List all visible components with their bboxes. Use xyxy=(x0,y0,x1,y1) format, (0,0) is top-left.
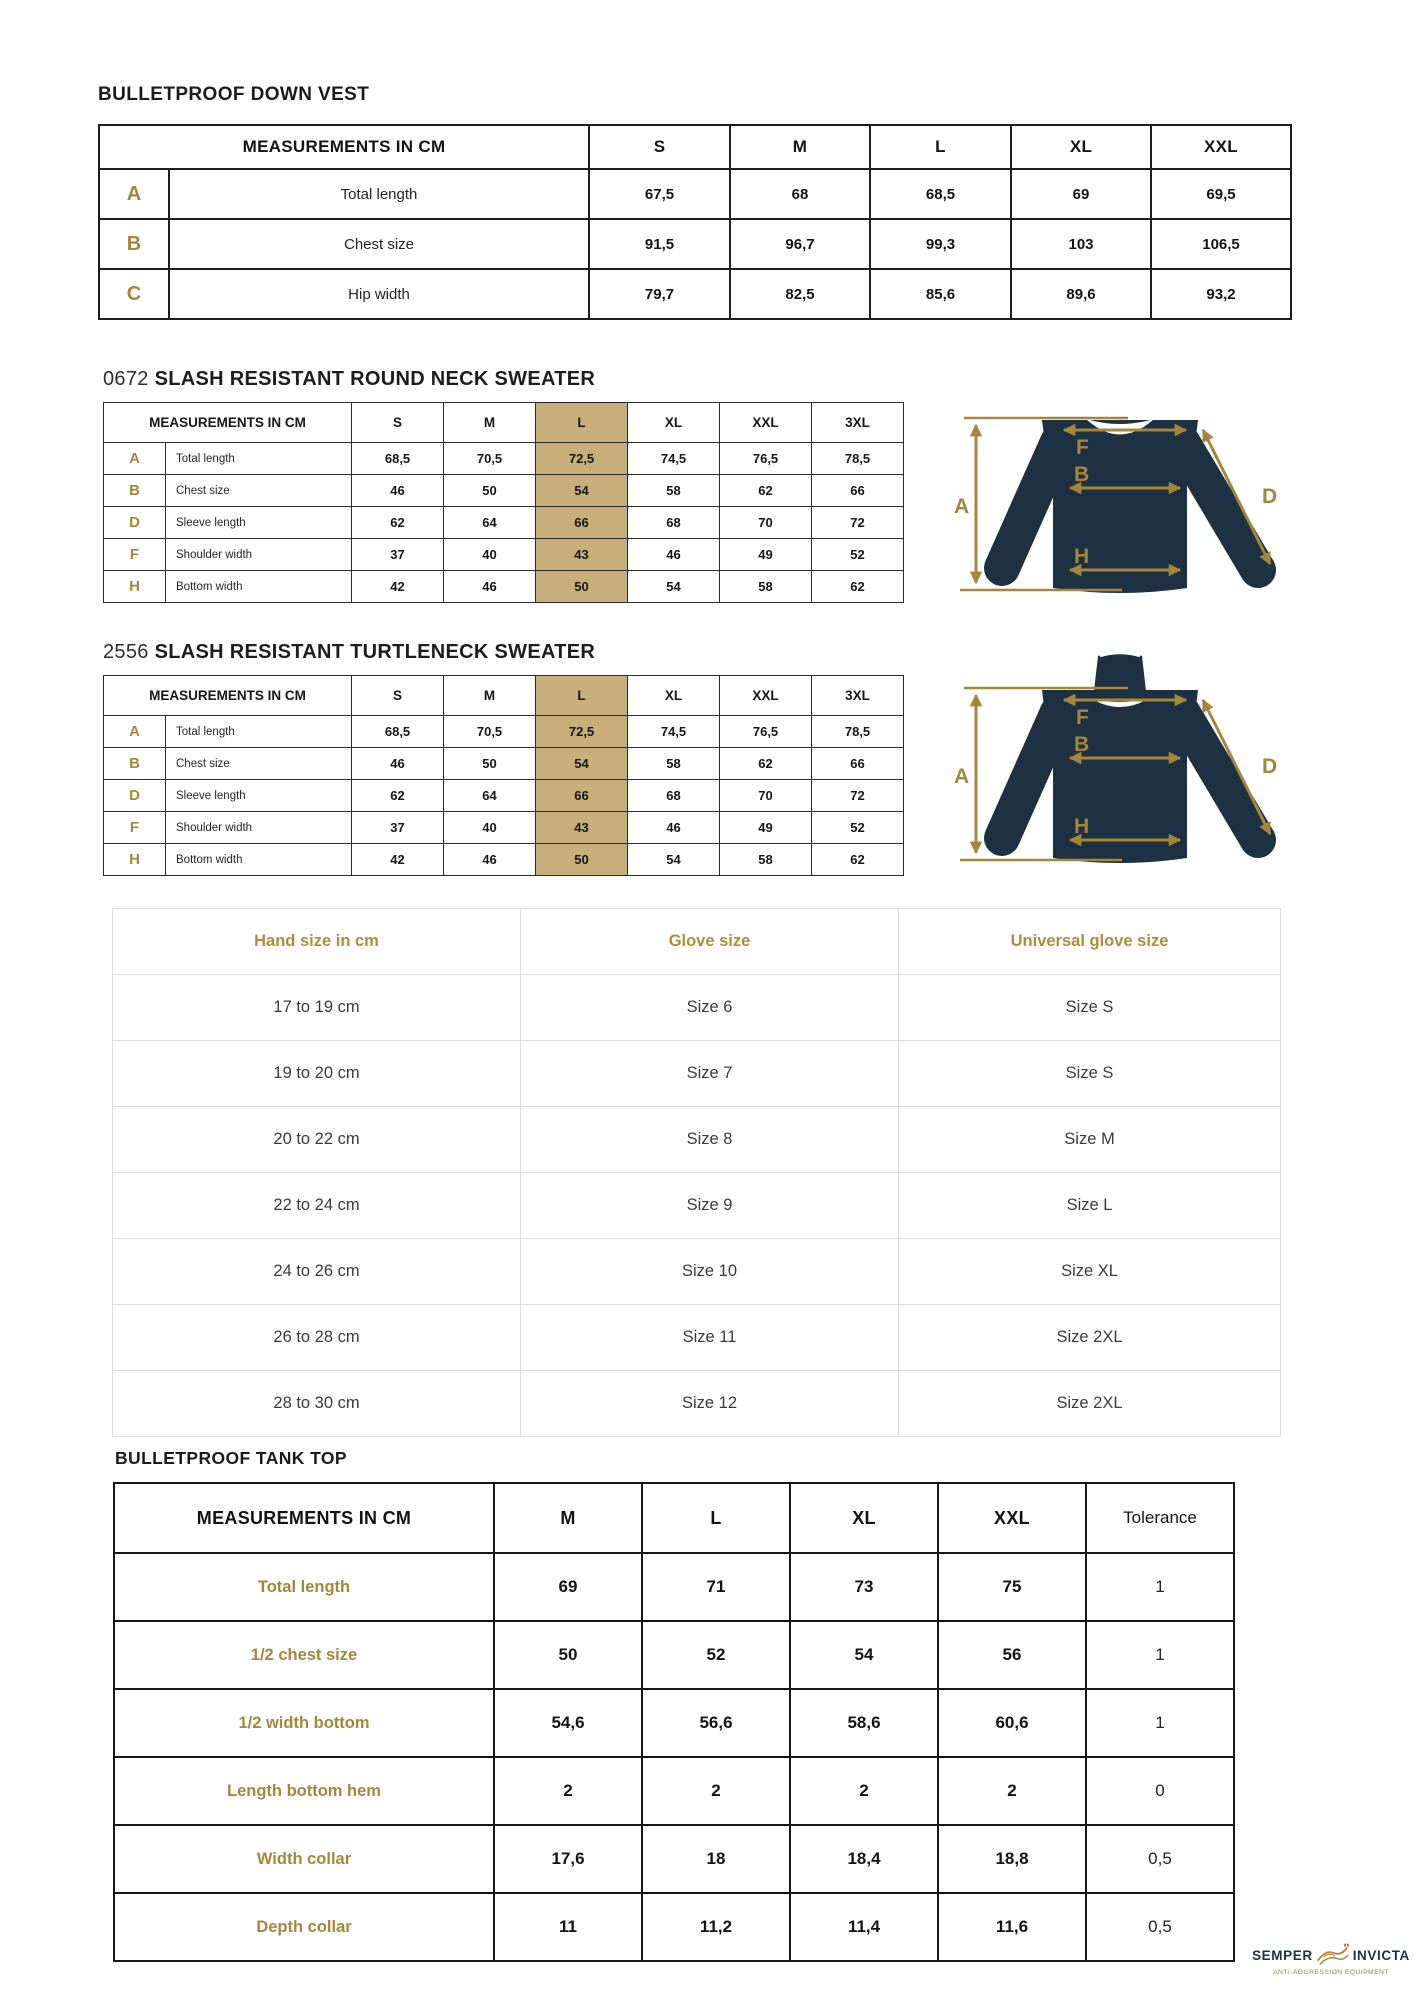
cell-value: Size 2XL xyxy=(899,1305,1281,1371)
cell-value: 68 xyxy=(628,780,720,812)
column-header: S xyxy=(352,403,444,443)
cell-value: 66 xyxy=(812,475,904,507)
cell-value: 50 xyxy=(444,475,536,507)
column-header: M xyxy=(444,676,536,716)
cell-value: 72 xyxy=(812,780,904,812)
cell-value: 46 xyxy=(352,748,444,780)
table-row xyxy=(114,1553,1234,1621)
header-row xyxy=(104,403,904,443)
column-header: XXL xyxy=(720,403,812,443)
cell-value: 58 xyxy=(720,571,812,603)
tolerance-value: 0,5 xyxy=(1086,1893,1234,1961)
sweater-silhouette xyxy=(1002,420,1258,593)
down-vest-title: BULLETPROOF DOWN VEST xyxy=(98,84,370,105)
cell-value: 58 xyxy=(720,844,812,876)
cell-value: 62 xyxy=(812,571,904,603)
cell-value: 70,5 xyxy=(444,443,536,475)
round-neck-sweater-diagram xyxy=(950,388,1310,603)
cell-value: 50 xyxy=(536,571,628,603)
cell-value: 74,5 xyxy=(628,716,720,748)
cell-value: 58,6 xyxy=(790,1689,938,1757)
cell-value: 43 xyxy=(536,812,628,844)
row-letter: B xyxy=(99,219,169,269)
cell-value: 28 to 30 cm xyxy=(113,1371,521,1437)
table-row xyxy=(99,169,1291,219)
diagram-label-d: D xyxy=(1262,485,1278,508)
row-label: Total length xyxy=(166,443,352,475)
row-label: Shoulder width xyxy=(166,812,352,844)
cell-value: 54 xyxy=(628,844,720,876)
table-row xyxy=(113,1107,1281,1173)
cell-value: 26 to 28 cm xyxy=(113,1305,521,1371)
column-header: Hand size in cm xyxy=(113,909,521,975)
column-header: Universal glove size xyxy=(899,909,1281,975)
cell-value: 78,5 xyxy=(812,716,904,748)
header-row xyxy=(114,1483,1234,1553)
diagram-label-d: D xyxy=(1262,755,1278,778)
diagram-label-b: B xyxy=(1074,733,1090,756)
cell-value: 74,5 xyxy=(628,443,720,475)
table-row xyxy=(113,1239,1281,1305)
cell-value: 70,5 xyxy=(444,716,536,748)
cell-value: 68 xyxy=(628,507,720,539)
cell-value: 73 xyxy=(790,1553,938,1621)
cell-value: 66 xyxy=(536,507,628,539)
row-label: Chest size xyxy=(166,475,352,507)
cell-value: 103 xyxy=(1011,219,1151,269)
row-letter: H xyxy=(104,844,166,876)
cell-value: 58 xyxy=(628,475,720,507)
cell-value: 46 xyxy=(628,539,720,571)
cell-value: 70 xyxy=(720,507,812,539)
table-row xyxy=(104,844,904,876)
column-header: XL xyxy=(628,676,720,716)
cell-value: 76,5 xyxy=(720,443,812,475)
cell-value: Size L xyxy=(899,1173,1281,1239)
cell-value: 40 xyxy=(444,539,536,571)
cell-value: 72,5 xyxy=(536,716,628,748)
row-label: 1/2 width bottom xyxy=(114,1689,494,1757)
cell-value: 76,5 xyxy=(720,716,812,748)
table-row xyxy=(104,507,904,539)
turtleneck-table xyxy=(103,675,904,876)
cell-value: Size 10 xyxy=(521,1239,899,1305)
column-header: S xyxy=(589,125,730,169)
cell-value: 64 xyxy=(444,507,536,539)
cell-value: 54 xyxy=(790,1621,938,1689)
cell-value: Size 8 xyxy=(521,1107,899,1173)
cell-value: Size 12 xyxy=(521,1371,899,1437)
tolerance-value: 1 xyxy=(1086,1621,1234,1689)
column-header: Glove size xyxy=(521,909,899,975)
column-header: XL xyxy=(1011,125,1151,169)
cell-value: 2 xyxy=(642,1757,790,1825)
logo-text-semper: SEMPER xyxy=(1252,1947,1313,1963)
cell-value: 19 to 20 cm xyxy=(113,1041,521,1107)
row-label: Total length xyxy=(166,716,352,748)
cell-value: 66 xyxy=(812,748,904,780)
cell-value: 68,5 xyxy=(352,443,444,475)
table-row xyxy=(104,716,904,748)
cell-value: 54 xyxy=(536,748,628,780)
cell-value: 46 xyxy=(352,475,444,507)
turtleneck-sweater-diagram xyxy=(950,640,1310,875)
table-row xyxy=(113,1173,1281,1239)
cell-value: 56,6 xyxy=(642,1689,790,1757)
diagram-label-f: F xyxy=(1076,706,1089,729)
row-label: Total length xyxy=(169,169,589,219)
column-header: M xyxy=(444,403,536,443)
row-label: Length bottom hem xyxy=(114,1757,494,1825)
column-header: L xyxy=(870,125,1011,169)
round-neck-title xyxy=(103,368,595,391)
cell-value: 106,5 xyxy=(1151,219,1291,269)
column-header: MEASUREMENTS IN CM xyxy=(114,1483,494,1553)
cell-value: 20 to 22 cm xyxy=(113,1107,521,1173)
row-label: Total length xyxy=(114,1553,494,1621)
cell-value: 54 xyxy=(628,571,720,603)
cell-value: 85,6 xyxy=(870,269,1011,319)
cell-value: 54,6 xyxy=(494,1689,642,1757)
cell-value: 52 xyxy=(812,539,904,571)
row-letter: C xyxy=(99,269,169,319)
row-letter: H xyxy=(104,571,166,603)
column-header: XXL xyxy=(938,1483,1086,1553)
row-label: 1/2 chest size xyxy=(114,1621,494,1689)
table-row xyxy=(113,1305,1281,1371)
cell-value: 11,6 xyxy=(938,1893,1086,1961)
column-header: MEASUREMENTS IN CM xyxy=(104,676,352,716)
cell-value: 2 xyxy=(790,1757,938,1825)
griffin-icon xyxy=(1316,1942,1350,1968)
table-row xyxy=(114,1893,1234,1961)
row-label: Width collar xyxy=(114,1825,494,1893)
cell-value: 71 xyxy=(642,1553,790,1621)
cell-value: Size M xyxy=(899,1107,1281,1173)
cell-value: 46 xyxy=(628,812,720,844)
logo-tagline: ANTI-AGGRESSION EQUIPMENT xyxy=(1273,1969,1389,1976)
column-header: XL xyxy=(628,403,720,443)
round-neck-table xyxy=(103,402,904,603)
cell-value: 69 xyxy=(1011,169,1151,219)
cell-value: 37 xyxy=(352,812,444,844)
cell-value: 50 xyxy=(494,1621,642,1689)
table-row xyxy=(104,748,904,780)
cell-value: 17,6 xyxy=(494,1825,642,1893)
cell-value: 52 xyxy=(642,1621,790,1689)
column-header: 3XL xyxy=(812,403,904,443)
product-code: 2556 xyxy=(103,641,149,663)
table-row xyxy=(114,1689,1234,1757)
cell-value: 17 to 19 cm xyxy=(113,975,521,1041)
row-letter: D xyxy=(104,780,166,812)
cell-value: Size S xyxy=(899,975,1281,1041)
cell-value: 93,2 xyxy=(1151,269,1291,319)
cell-value: 72 xyxy=(812,507,904,539)
header-row xyxy=(104,676,904,716)
cell-value: 62 xyxy=(720,748,812,780)
diagram-label-h: H xyxy=(1074,545,1090,568)
header-row xyxy=(99,125,1291,169)
turtleneck-collar xyxy=(1093,653,1147,701)
column-header: M xyxy=(494,1483,642,1553)
tolerance-value: 1 xyxy=(1086,1553,1234,1621)
column-header: L xyxy=(642,1483,790,1553)
table-row xyxy=(99,269,1291,319)
cell-value: 62 xyxy=(352,780,444,812)
column-header: S xyxy=(352,676,444,716)
cell-value: Size 9 xyxy=(521,1173,899,1239)
sweater-silhouette xyxy=(1002,690,1258,863)
tolerance-value: 0 xyxy=(1086,1757,1234,1825)
cell-value: Size XL xyxy=(899,1239,1281,1305)
cell-value: 46 xyxy=(444,571,536,603)
column-header: M xyxy=(730,125,870,169)
cell-value: 18,4 xyxy=(790,1825,938,1893)
row-letter: B xyxy=(104,475,166,507)
cell-value: 18 xyxy=(642,1825,790,1893)
tolerance-value: 1 xyxy=(1086,1689,1234,1757)
row-label: Bottom width xyxy=(166,844,352,876)
product-name: SLASH RESISTANT ROUND NECK SWEATER xyxy=(154,368,596,390)
row-letter: F xyxy=(104,812,166,844)
column-header: XL xyxy=(790,1483,938,1553)
cell-value: 62 xyxy=(812,844,904,876)
cell-value: Size 7 xyxy=(521,1041,899,1107)
diagram-label-a: A xyxy=(954,765,970,788)
cell-value: 91,5 xyxy=(589,219,730,269)
cell-value: 68,5 xyxy=(870,169,1011,219)
cell-value: 18,8 xyxy=(938,1825,1086,1893)
table-row xyxy=(113,1371,1281,1437)
row-label: Depth collar xyxy=(114,1893,494,1961)
row-letter: A xyxy=(104,716,166,748)
cell-value: 89,6 xyxy=(1011,269,1151,319)
diagram-label-b: B xyxy=(1074,463,1090,486)
diagram-label-f: F xyxy=(1076,436,1089,459)
cell-value: 11 xyxy=(494,1893,642,1961)
table-row xyxy=(99,219,1291,269)
cell-value: 68 xyxy=(730,169,870,219)
cell-value: 37 xyxy=(352,539,444,571)
column-header: XXL xyxy=(720,676,812,716)
product-name: SLASH RESISTANT TURTLENECK SWEATER xyxy=(154,641,596,663)
cell-value: Size 6 xyxy=(521,975,899,1041)
cell-value: 54 xyxy=(536,475,628,507)
row-label: Bottom width xyxy=(166,571,352,603)
row-letter: D xyxy=(104,507,166,539)
logo-text-invicta: INVICTA xyxy=(1352,1947,1410,1963)
table-row xyxy=(104,443,904,475)
cell-value: 75 xyxy=(938,1553,1086,1621)
table-row xyxy=(104,475,904,507)
row-label: Sleeve length xyxy=(166,780,352,812)
column-header-highlighted: L xyxy=(536,676,628,716)
cell-value: 46 xyxy=(444,844,536,876)
table-row xyxy=(114,1621,1234,1689)
cell-value: 24 to 26 cm xyxy=(113,1239,521,1305)
table-row xyxy=(113,975,1281,1041)
cell-value: 79,7 xyxy=(589,269,730,319)
table-row xyxy=(113,1041,1281,1107)
cell-value: 49 xyxy=(720,812,812,844)
cell-value: 68,5 xyxy=(352,716,444,748)
diagram-label-a: A xyxy=(954,495,970,518)
cell-value: 2 xyxy=(938,1757,1086,1825)
product-code: 0672 xyxy=(103,368,149,390)
semper-invicta-logo xyxy=(1252,1942,1410,1976)
table-row xyxy=(114,1757,1234,1825)
row-label: Shoulder width xyxy=(166,539,352,571)
cell-value: 11,2 xyxy=(642,1893,790,1961)
cell-value: 56 xyxy=(938,1621,1086,1689)
cell-value: 42 xyxy=(352,844,444,876)
cell-value: 52 xyxy=(812,812,904,844)
cell-value: 22 to 24 cm xyxy=(113,1173,521,1239)
row-letter: A xyxy=(99,169,169,219)
cell-value: Size 11 xyxy=(521,1305,899,1371)
cell-value: Size S xyxy=(899,1041,1281,1107)
cell-value: 78,5 xyxy=(812,443,904,475)
row-label: Hip width xyxy=(169,269,589,319)
cell-value: 58 xyxy=(628,748,720,780)
table-row xyxy=(104,780,904,812)
column-header: XXL xyxy=(1151,125,1291,169)
cell-value: 43 xyxy=(536,539,628,571)
cell-value: 67,5 xyxy=(589,169,730,219)
column-header-tolerance: Tolerance xyxy=(1086,1483,1234,1553)
cell-value: Size 2XL xyxy=(899,1371,1281,1437)
tolerance-value: 0,5 xyxy=(1086,1825,1234,1893)
cell-value: 62 xyxy=(720,475,812,507)
down-vest-table xyxy=(98,124,1292,320)
table-row xyxy=(104,571,904,603)
row-label: Sleeve length xyxy=(166,507,352,539)
cell-value: 11,4 xyxy=(790,1893,938,1961)
row-label: Chest size xyxy=(169,219,589,269)
cell-value: 99,3 xyxy=(870,219,1011,269)
cell-value: 2 xyxy=(494,1757,642,1825)
cell-value: 50 xyxy=(536,844,628,876)
row-letter: A xyxy=(104,443,166,475)
row-label: Chest size xyxy=(166,748,352,780)
column-header: 3XL xyxy=(812,676,904,716)
cell-value: 96,7 xyxy=(730,219,870,269)
row-letter: B xyxy=(104,748,166,780)
cell-value: 82,5 xyxy=(730,269,870,319)
table-row xyxy=(104,539,904,571)
row-letter: F xyxy=(104,539,166,571)
tank-top-table xyxy=(113,1482,1235,1962)
cell-value: 64 xyxy=(444,780,536,812)
column-header: MEASUREMENTS IN CM xyxy=(104,403,352,443)
table-row xyxy=(104,812,904,844)
cell-value: 49 xyxy=(720,539,812,571)
cell-value: 69,5 xyxy=(1151,169,1291,219)
cell-value: 69 xyxy=(494,1553,642,1621)
cell-value: 70 xyxy=(720,780,812,812)
cell-value: 72,5 xyxy=(536,443,628,475)
cell-value: 62 xyxy=(352,507,444,539)
column-header-highlighted: L xyxy=(536,403,628,443)
cell-value: 42 xyxy=(352,571,444,603)
tank-top-title: BULLETPROOF TANK TOP xyxy=(115,1448,347,1468)
cell-value: 66 xyxy=(536,780,628,812)
turtleneck-title xyxy=(103,641,595,664)
cell-value: 50 xyxy=(444,748,536,780)
cell-value: 60,6 xyxy=(938,1689,1086,1757)
cell-value: 40 xyxy=(444,812,536,844)
diagram-label-h: H xyxy=(1074,815,1090,838)
table-row xyxy=(114,1825,1234,1893)
glove-size-table xyxy=(112,908,1281,1437)
header-row xyxy=(113,909,1281,975)
column-header: MEASUREMENTS IN CM xyxy=(99,125,589,169)
